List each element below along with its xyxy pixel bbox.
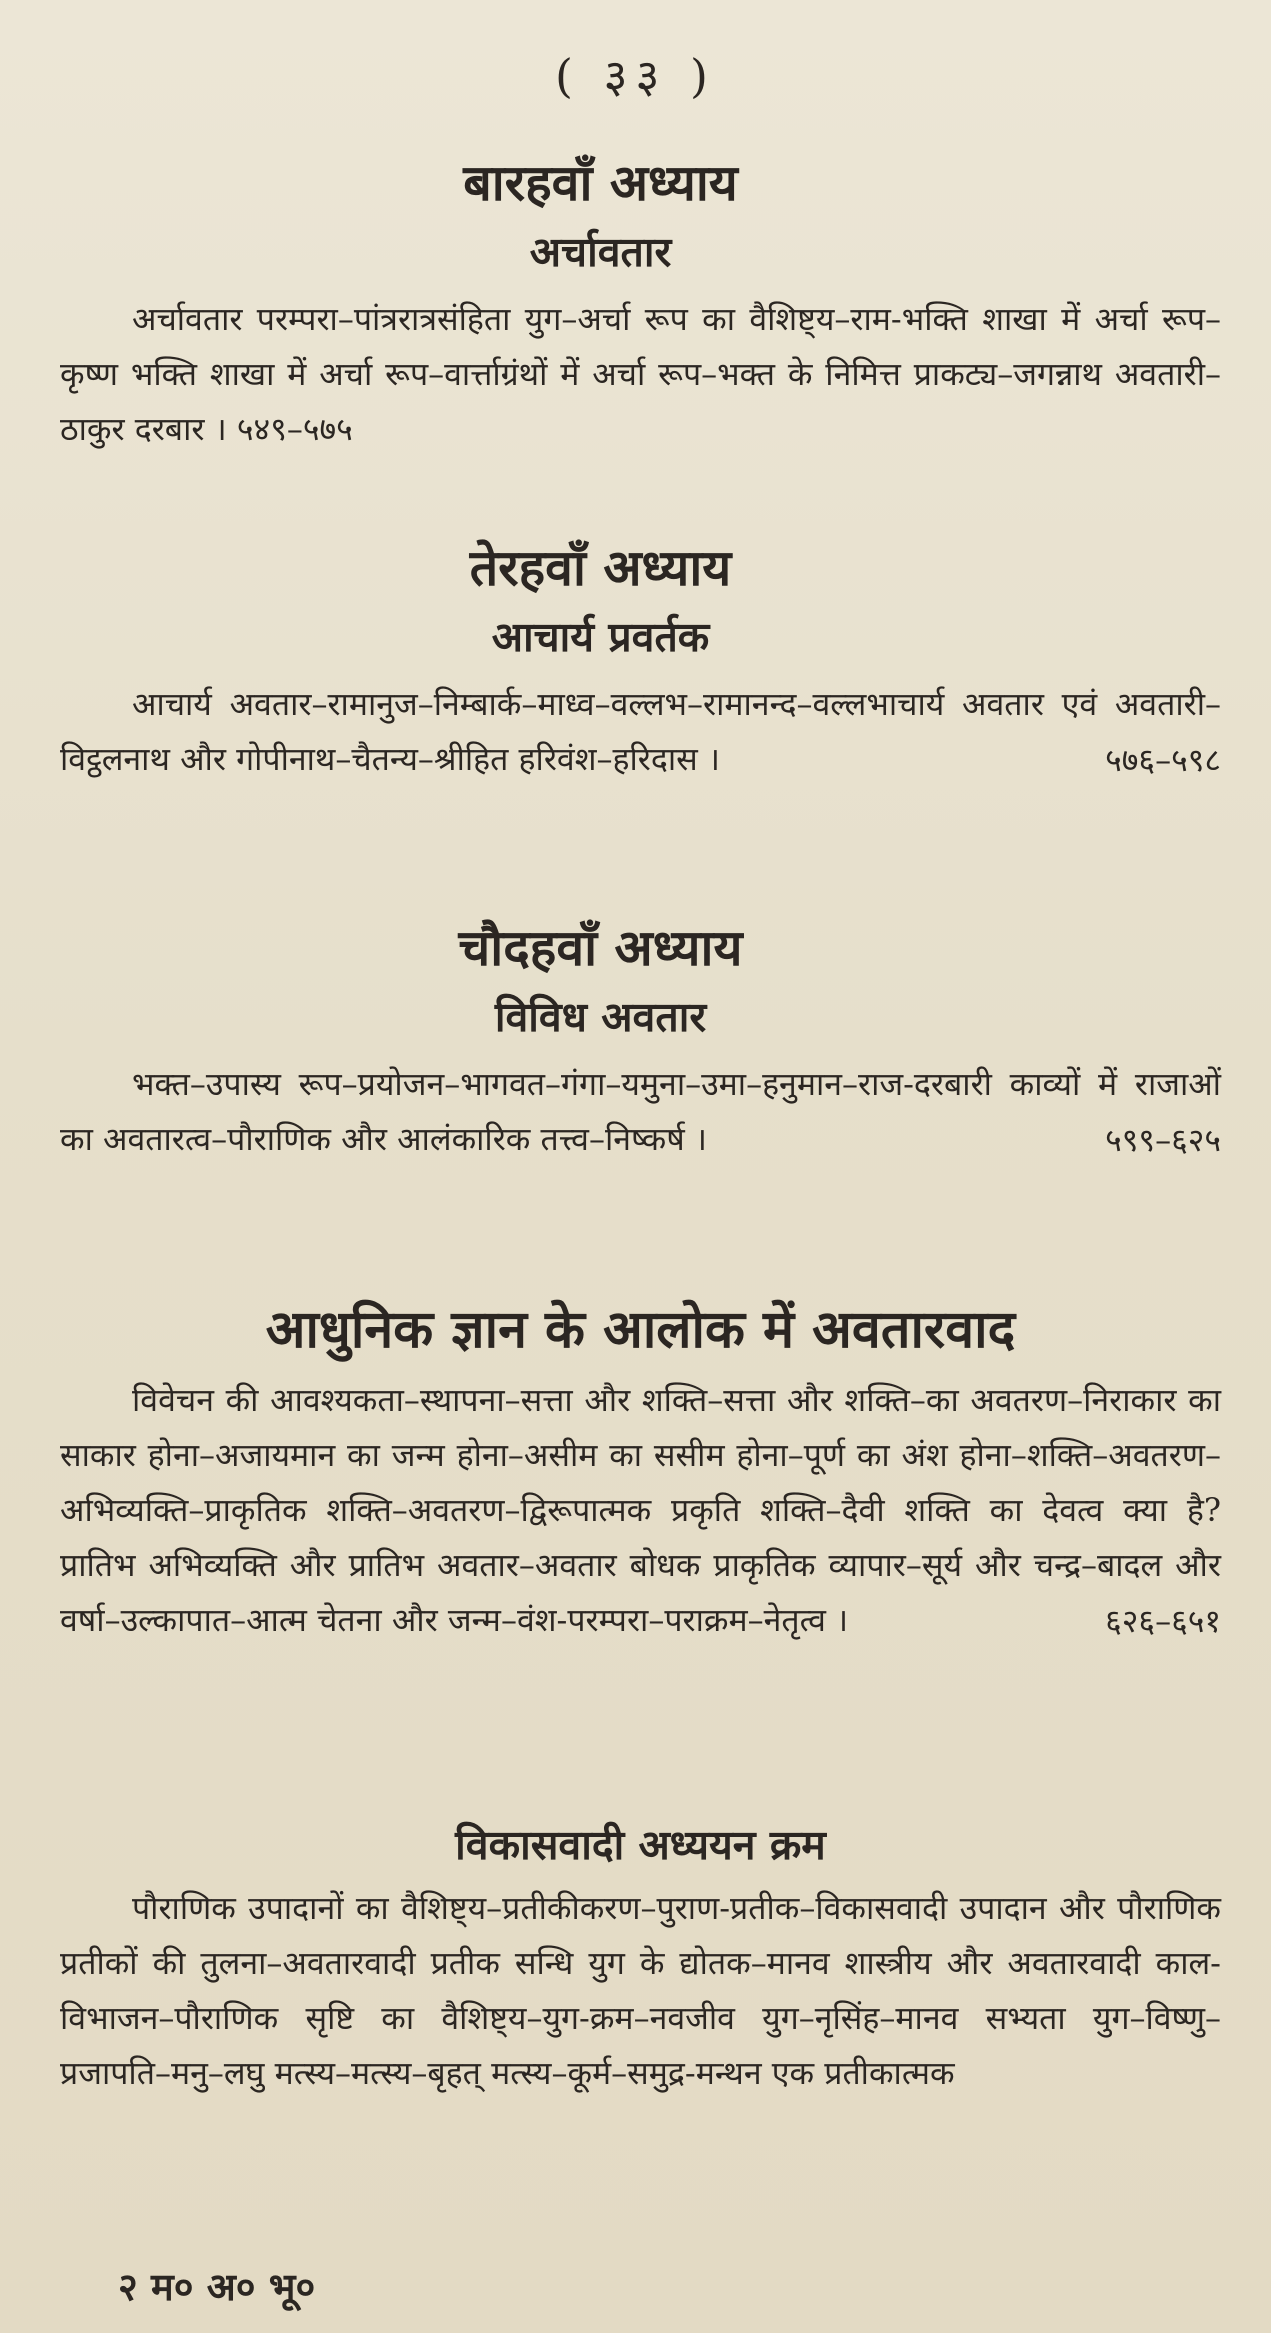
chapter-13-section [60,535,1221,785]
footer-signature-mark: २ म० अ० भू० [118,2264,316,2309]
modern-knowledge-heading: आधुनिक ज्ञान के आलोक में अवतारवाद [265,1299,1016,1360]
page-number: ( ३३ ) [555,49,716,103]
evolutionary-study-contents: पौराणिक उपादानों का वैशिष्ट्य–प्रतीकीकरण–पुराण-प्रतीक–विकासवादी उपादान और पौराणिक प्रतीकों की तुलना–अवतारवादी प्रतीक सन्धि युग के द्योतक–मानव शास्त्रीय और अवतारवादी काल-विभाजन–पौराणिक सृष्टि का वैशिष्ट्य–युग-क्रम–नवजीव युग–नृसिंह–मानव सभ्यता युग–विष्णु–प्रजापति–मनु–लघु मत्स्य–मत्स्य–बृहत् मत्स्य–कूर्म–समुद्र-मन्थन एक प्रतीकात्मक [60,1889,1221,2092]
chapter-12-subheading: अर्चावतार [529,228,672,276]
chapter-14-heading: चौदहवाँ अध्याय [458,918,743,977]
chapter-12-contents: अर्चावतार परम्परा–पांत्ररात्रसंहिता युग–अर्चा रूप का वैशिष्ट्य–राम-भक्ति शाखा में अर्चा रूप–कृष्ण भक्ति शाखा में अर्चा रूप–वार्त्ताग्रंथों में अर्चा रूप–भक्त के निमित्त प्राकट्य–जगन्नाथ अवतारी–ठाकुर दरबार । ५४९–५७५ [60,300,1221,448]
chapter-14-page-range: ५९९–६२५ [1105,1121,1221,1159]
chapter-12-section [60,150,1221,457]
chapter-13-subheading: आचार्य प्रवर्तक [491,613,710,661]
chapter-14-contents: भक्त–उपास्य रूप–प्रयोजन–भागवत–गंगा–यमुना–उमा–हनुमान–राज-दरबारी काव्यों में राजाओं का अवतारत्व–पौराणिक और आलंकारिक तत्त्व–निष्कर्ष । [60,1065,1221,1158]
chapter-14-section [60,915,1221,1165]
chapter-13-contents: आचार्य अवतार–रामानुज–निम्बार्क–माध्व–वल्लभ–रामानन्द–वल्लभाचार्य अवतार एवं अवतारी–विट्ठलनाथ और गोपीनाथ–चैतन्य–श्रीहित हरिवंश–हरिदास । [60,685,1221,778]
chapter-14-subheading: विविध अवतार [494,993,707,1041]
chapter-13-page-range: ५७६–५९८ [1105,741,1221,779]
modern-knowledge-contents: विवेचन की आवश्यकता–स्थापना–सत्ता और शक्ति–सत्ता और शक्ति–का अवतरण–निराकार का साकार होना–अजायमान का जन्म होना–असीम का ससीम होना–पूर्ण का अंश होना–शक्ति–अवतरण–अभिव्यक्ति–प्राकृतिक शक्ति–अवतरण–द्विरूपात्मक प्रकृति शक्ति–दैवी शक्ति का देवत्व क्या है? प्रातिभ अभिव्यक्ति और प्रातिभ अवतार–अवतार बोधक प्राकृतिक व्यापार–सूर्य और चन्द्र–बादल और वर्षा–उल्कापात–आत्म चेतना और जन्म–वंश-परम्परा–पराक्रम–नेतृत्व । [60,1381,1221,1639]
evolutionary-study-heading: विकासवादी अध्ययन क्रम [455,1821,826,1869]
chapter-12-heading: बारहवाँ अध्याय [463,153,738,212]
evolutionary-study-section [60,1815,1221,2101]
modern-knowledge-section [60,1295,1221,1646]
modern-knowledge-page-range: ६२६–६५१ [1105,1602,1221,1640]
chapter-13-heading: तेरहवाँ अध्याय [469,538,732,597]
